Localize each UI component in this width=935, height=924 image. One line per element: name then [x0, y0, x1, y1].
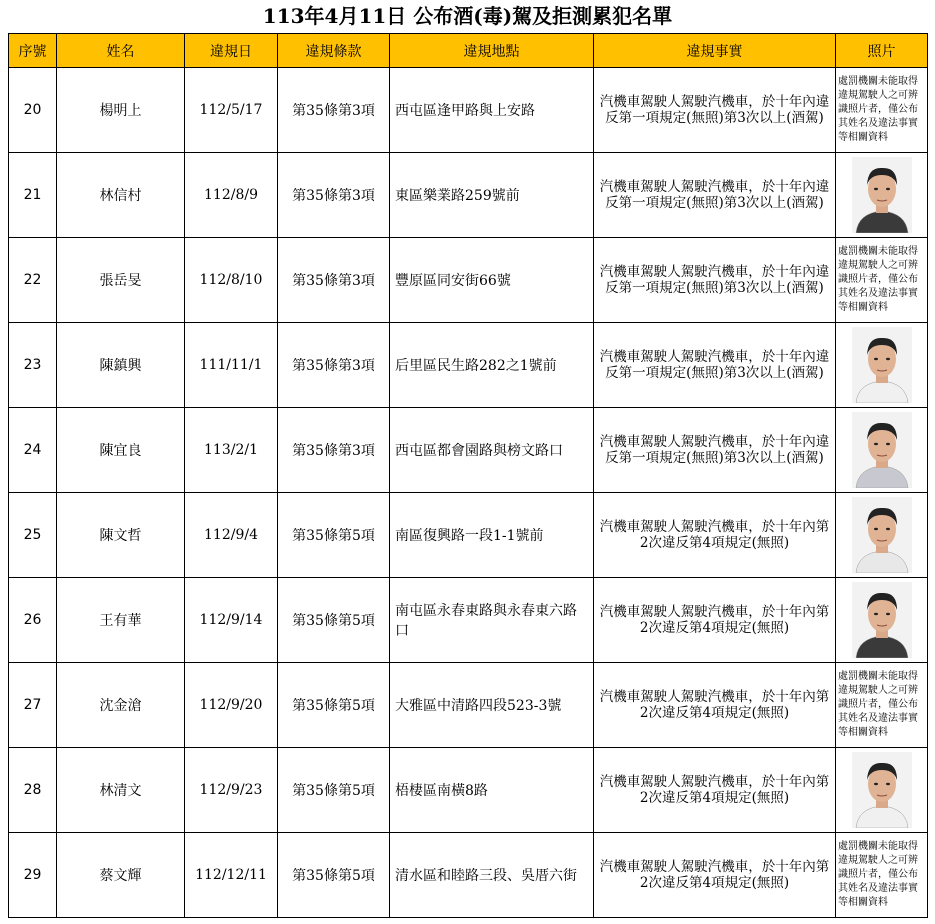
header-fact: 違規事實: [594, 34, 836, 68]
row-photo-cell: [836, 833, 928, 918]
row-no: 25: [9, 493, 57, 578]
row-fact: 汽機車駕駛人駕駛汽機車，於十年內第2次違反第4項規定(無照): [594, 833, 836, 918]
person-photo-icon: [838, 497, 925, 573]
row-date: 112/8/10: [185, 238, 278, 323]
person-photo-icon: [838, 752, 925, 828]
row-name: 林清文: [57, 748, 185, 833]
row-location: 后里區民生路282之1號前: [390, 323, 594, 408]
header-no: 序號: [9, 34, 57, 68]
row-article: 第35條第5項: [278, 493, 390, 578]
row-article: 第35條第5項: [278, 748, 390, 833]
row-article: 第35條第5項: [278, 578, 390, 663]
row-no: 24: [9, 408, 57, 493]
row-name: 張岳旻: [57, 238, 185, 323]
table-row: [9, 153, 928, 238]
table-body: [9, 68, 928, 918]
row-date: 112/5/17: [185, 68, 278, 153]
row-name: 楊明上: [57, 68, 185, 153]
person-photo-icon: [838, 157, 925, 233]
row-location: 大雅區中清路四段523-3號: [390, 663, 594, 748]
row-location: 南區復興路一段1-1號前: [390, 493, 594, 578]
row-location: 西屯區都會園路與榜文路口: [390, 408, 594, 493]
photo-unavailable-notice: 處罰機關未能取得違規駕駛人之可辨識照片者，僅公布 其姓名及違法事實等相關資料: [838, 841, 918, 908]
row-name: 陳文哲: [57, 493, 185, 578]
photo-unavailable-notice: 處罰機關未能取得違規駕駛人之可辨識照片者，僅公布 其姓名及違法事實等相關資料: [838, 76, 918, 143]
row-date: 112/9/14: [185, 578, 278, 663]
header-location: 違規地點: [390, 34, 594, 68]
row-no: 29: [9, 833, 57, 918]
table-row: [9, 748, 928, 833]
row-no: 20: [9, 68, 57, 153]
row-name: 陳宜良: [57, 408, 185, 493]
row-photo-cell: [836, 663, 928, 748]
row-name: 陳鎮興: [57, 323, 185, 408]
row-name: 林信村: [57, 153, 185, 238]
header-date: 違規日: [185, 34, 278, 68]
photo-unavailable-notice: 處罰機關未能取得違規駕駛人之可辨識照片者，僅公布 其姓名及違法事實等相關資料: [838, 671, 918, 738]
row-article: 第35條第3項: [278, 153, 390, 238]
row-article: 第35條第3項: [278, 238, 390, 323]
page-title: 113年4月11日 公布酒(毒)駕及拒測累犯名單: [262, 4, 673, 28]
row-fact: 汽機車駕駛人駕駛汽機車，於十年內違反第一項規定(無照)第3次以上(酒駕): [594, 323, 836, 408]
row-date: 113/2/1: [185, 408, 278, 493]
table-row: [9, 68, 928, 153]
row-no: 26: [9, 578, 57, 663]
row-location: 清水區和睦路三段、吳厝六街: [390, 833, 594, 918]
row-date: 112/12/11: [185, 833, 278, 918]
row-photo-cell: [836, 748, 928, 833]
table-row: [9, 833, 928, 918]
row-date: 111/11/1: [185, 323, 278, 408]
row-no: 22: [9, 238, 57, 323]
row-fact: 汽機車駕駛人駕駛汽機車，於十年內第2次違反第4項規定(無照): [594, 493, 836, 578]
photo-unavailable-notice: 處罰機關未能取得違規駕駛人之可辨識照片者，僅公布 其姓名及違法事實等相關資料: [838, 246, 918, 313]
row-photo-cell: [836, 68, 928, 153]
person-photo-icon: [838, 412, 925, 488]
row-photo-cell: [836, 408, 928, 493]
row-date: 112/9/23: [185, 748, 278, 833]
row-date: 112/9/20: [185, 663, 278, 748]
row-name: 沈金滄: [57, 663, 185, 748]
table-row: [9, 238, 928, 323]
row-no: 23: [9, 323, 57, 408]
offender-table: [8, 33, 928, 918]
table-row: [9, 663, 928, 748]
row-photo-cell: [836, 578, 928, 663]
row-photo-cell: [836, 153, 928, 238]
table-row: [9, 493, 928, 578]
row-article: 第35條第3項: [278, 68, 390, 153]
row-location: 西屯區逢甲路與上安路: [390, 68, 594, 153]
row-location: 南屯區永春東路與永春東六路口: [390, 578, 594, 663]
table-header-row: [9, 34, 928, 68]
header-name: 姓名: [57, 34, 185, 68]
row-fact: 汽機車駕駛人駕駛汽機車，於十年內第2次違反第4項規定(無照): [594, 748, 836, 833]
row-article: 第35條第5項: [278, 663, 390, 748]
row-fact: 汽機車駕駛人駕駛汽機車，於十年內違反第一項規定(無照)第3次以上(酒駕): [594, 238, 836, 323]
row-article: 第35條第5項: [278, 833, 390, 918]
table-row: [9, 578, 928, 663]
header-photo: 照片: [836, 34, 928, 68]
row-location: 梧棲區南橫8路: [390, 748, 594, 833]
row-location: 東區樂業路259號前: [390, 153, 594, 238]
row-fact: 汽機車駕駛人駕駛汽機車，於十年內第2次違反第4項規定(無照): [594, 663, 836, 748]
row-photo-cell: [836, 493, 928, 578]
row-photo-cell: [836, 323, 928, 408]
row-name: 王有華: [57, 578, 185, 663]
table-row: [9, 323, 928, 408]
row-location: 豐原區同安街66號: [390, 238, 594, 323]
person-photo-icon: [838, 582, 925, 658]
row-date: 112/9/4: [185, 493, 278, 578]
row-article: 第35條第3項: [278, 408, 390, 493]
person-photo-icon: [838, 327, 925, 403]
row-date: 112/8/9: [185, 153, 278, 238]
row-fact: 汽機車駕駛人駕駛汽機車，於十年內違反第一項規定(無照)第3次以上(酒駕): [594, 153, 836, 238]
row-article: 第35條第3項: [278, 323, 390, 408]
row-no: 28: [9, 748, 57, 833]
table-row: [9, 408, 928, 493]
row-name: 蔡文輝: [57, 833, 185, 918]
row-photo-cell: [836, 238, 928, 323]
row-no: 27: [9, 663, 57, 748]
row-fact: 汽機車駕駛人駕駛汽機車，於十年內違反第一項規定(無照)第3次以上(酒駕): [594, 408, 836, 493]
header-article: 違規條款: [278, 34, 390, 68]
row-fact: 汽機車駕駛人駕駛汽機車，於十年內違反第一項規定(無照)第3次以上(酒駕): [594, 68, 836, 153]
row-no: 21: [9, 153, 57, 238]
row-fact: 汽機車駕駛人駕駛汽機車，於十年內第2次違反第4項規定(無照): [594, 578, 836, 663]
